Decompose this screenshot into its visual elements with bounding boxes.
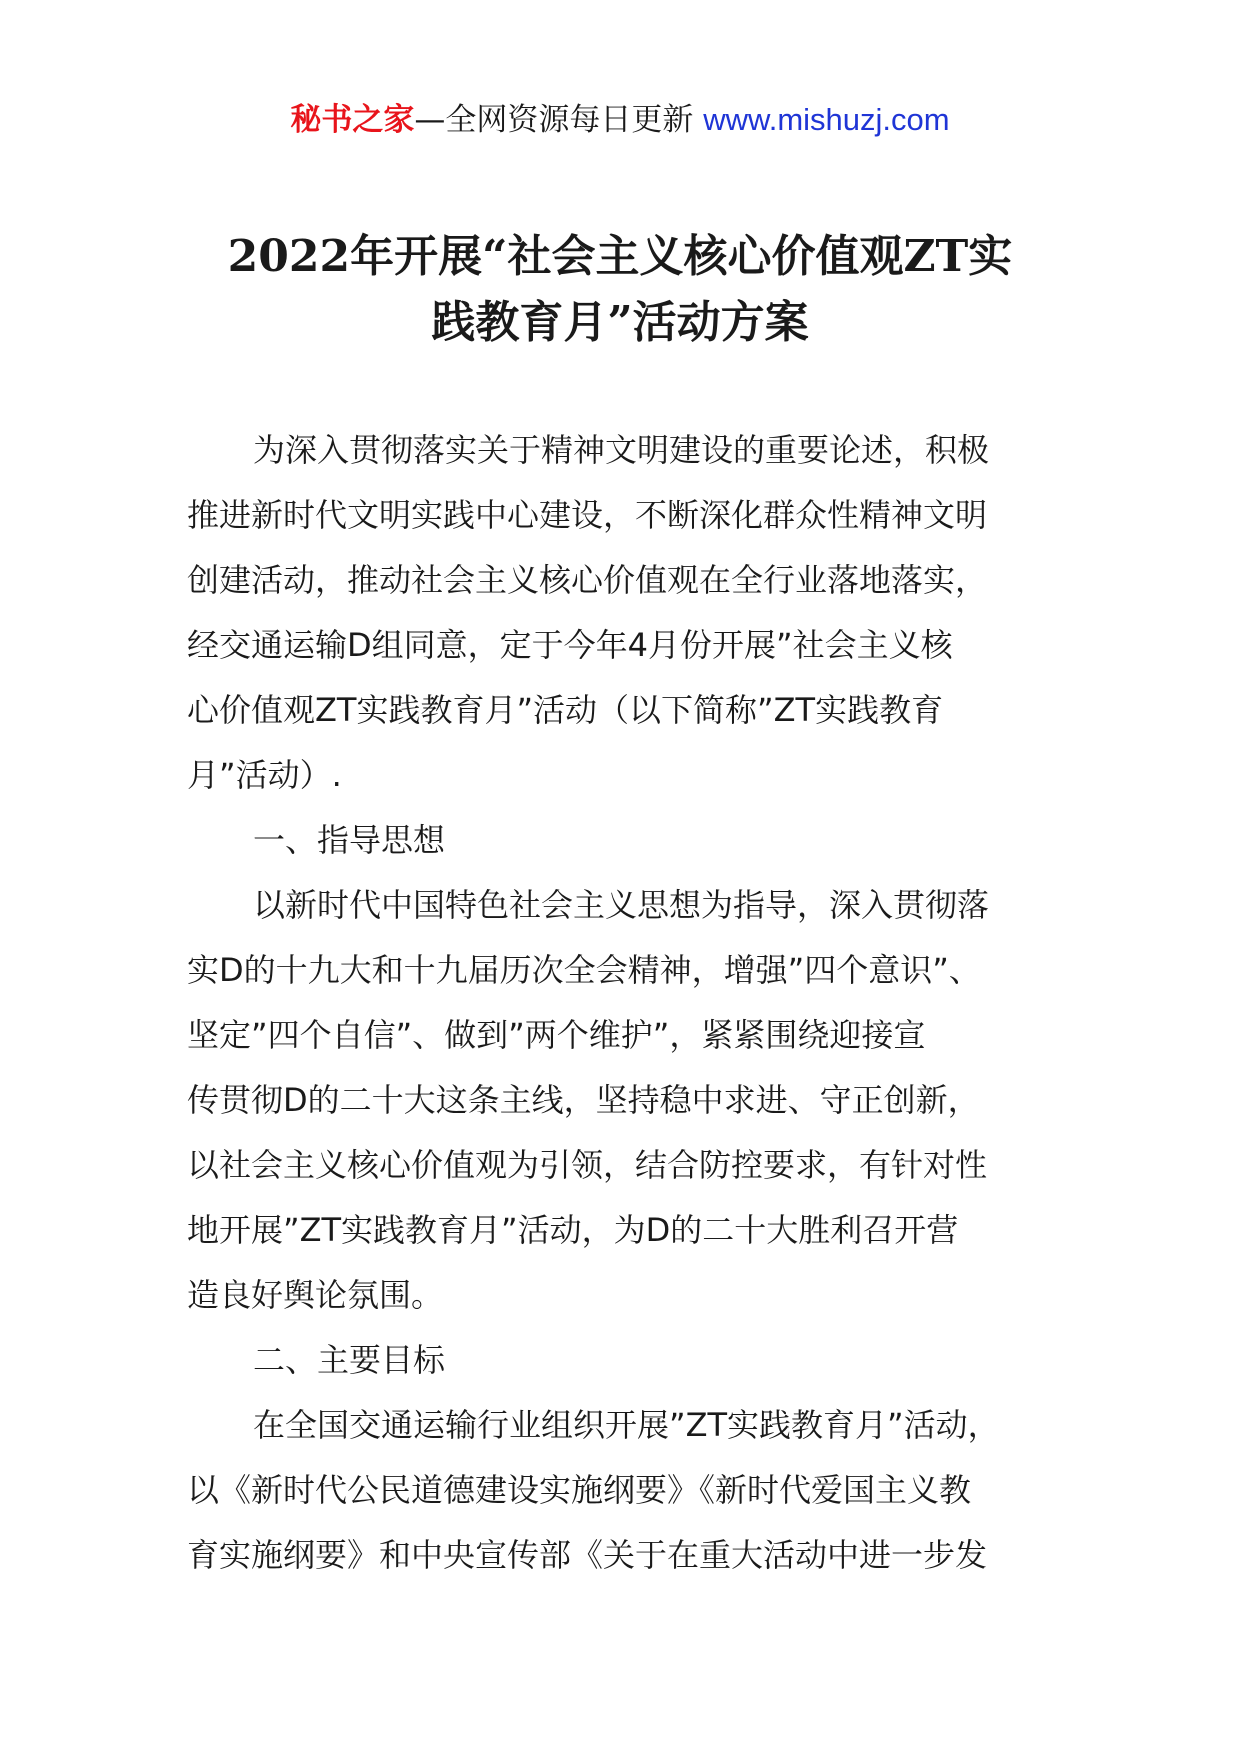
document-title: [150, 224, 1090, 356]
body-line: 创建活动，推动社会主义核心价值观在全行业落地落实，: [187, 561, 988, 599]
document-body: [187, 418, 1067, 1588]
body-line: 以社会主义核心价值观为引领，结合防控要求，有针对性: [187, 1146, 988, 1184]
title-line-2: 践教育月”活动方案: [431, 297, 809, 348]
body-line: 经交通运输D组同意，定于今年4月份开展”社会主义核: [187, 626, 953, 664]
body-line: 推进新时代文明实践中心建设，不断深化群众性精神文明: [187, 496, 988, 534]
body-line: 为深入贯彻落实关于精神文明建设的重要论述，积极: [253, 431, 990, 469]
body-line: 育实施纲要》和中央宣传部《关于在重大活动中进一步发: [187, 1536, 988, 1574]
header-tagline: —全网资源每日更新: [414, 102, 704, 138]
body-line: 一、指导思想: [253, 821, 446, 859]
body-line: 地开展”ZT实践教育月”活动，为D的二十大胜利召开营: [187, 1211, 959, 1249]
body-line: 以新时代中国特色社会主义思想为指导，深入贯彻落: [253, 886, 990, 924]
body-line: 二、主要目标: [253, 1341, 446, 1379]
body-line: 心价值观ZT实践教育月”活动（以下简称”ZT实践教育: [187, 691, 944, 729]
body-line: 造良好舆论氛围。: [187, 1276, 444, 1314]
body-line: 传贯彻D的二十大这条主线，坚持稳中求进、守正创新，: [187, 1081, 980, 1119]
body-line: 实D的十九大和十九届历次全会精神，增强”四个意识”、: [187, 951, 981, 989]
body-line: 在全国交通运输行业组织开展”ZT实践教育月”活动，: [253, 1406, 1000, 1444]
body-line: 坚定”四个自信”、做到”两个维护”，紧紧围绕迎接宣: [187, 1016, 926, 1054]
body-line: 月”活动）.: [187, 756, 342, 794]
brand-name: 秘书之家: [290, 102, 415, 138]
site-header: [0, 100, 1240, 140]
body-line: 以《新时代公民道德建设实施纲要》《新时代爱国主义教: [187, 1471, 972, 1509]
site-url-link[interactable]: www.mishuzj.com: [703, 102, 950, 137]
title-line-1: 2022年开展“社会主义核心价值观ZT实: [227, 231, 1013, 282]
